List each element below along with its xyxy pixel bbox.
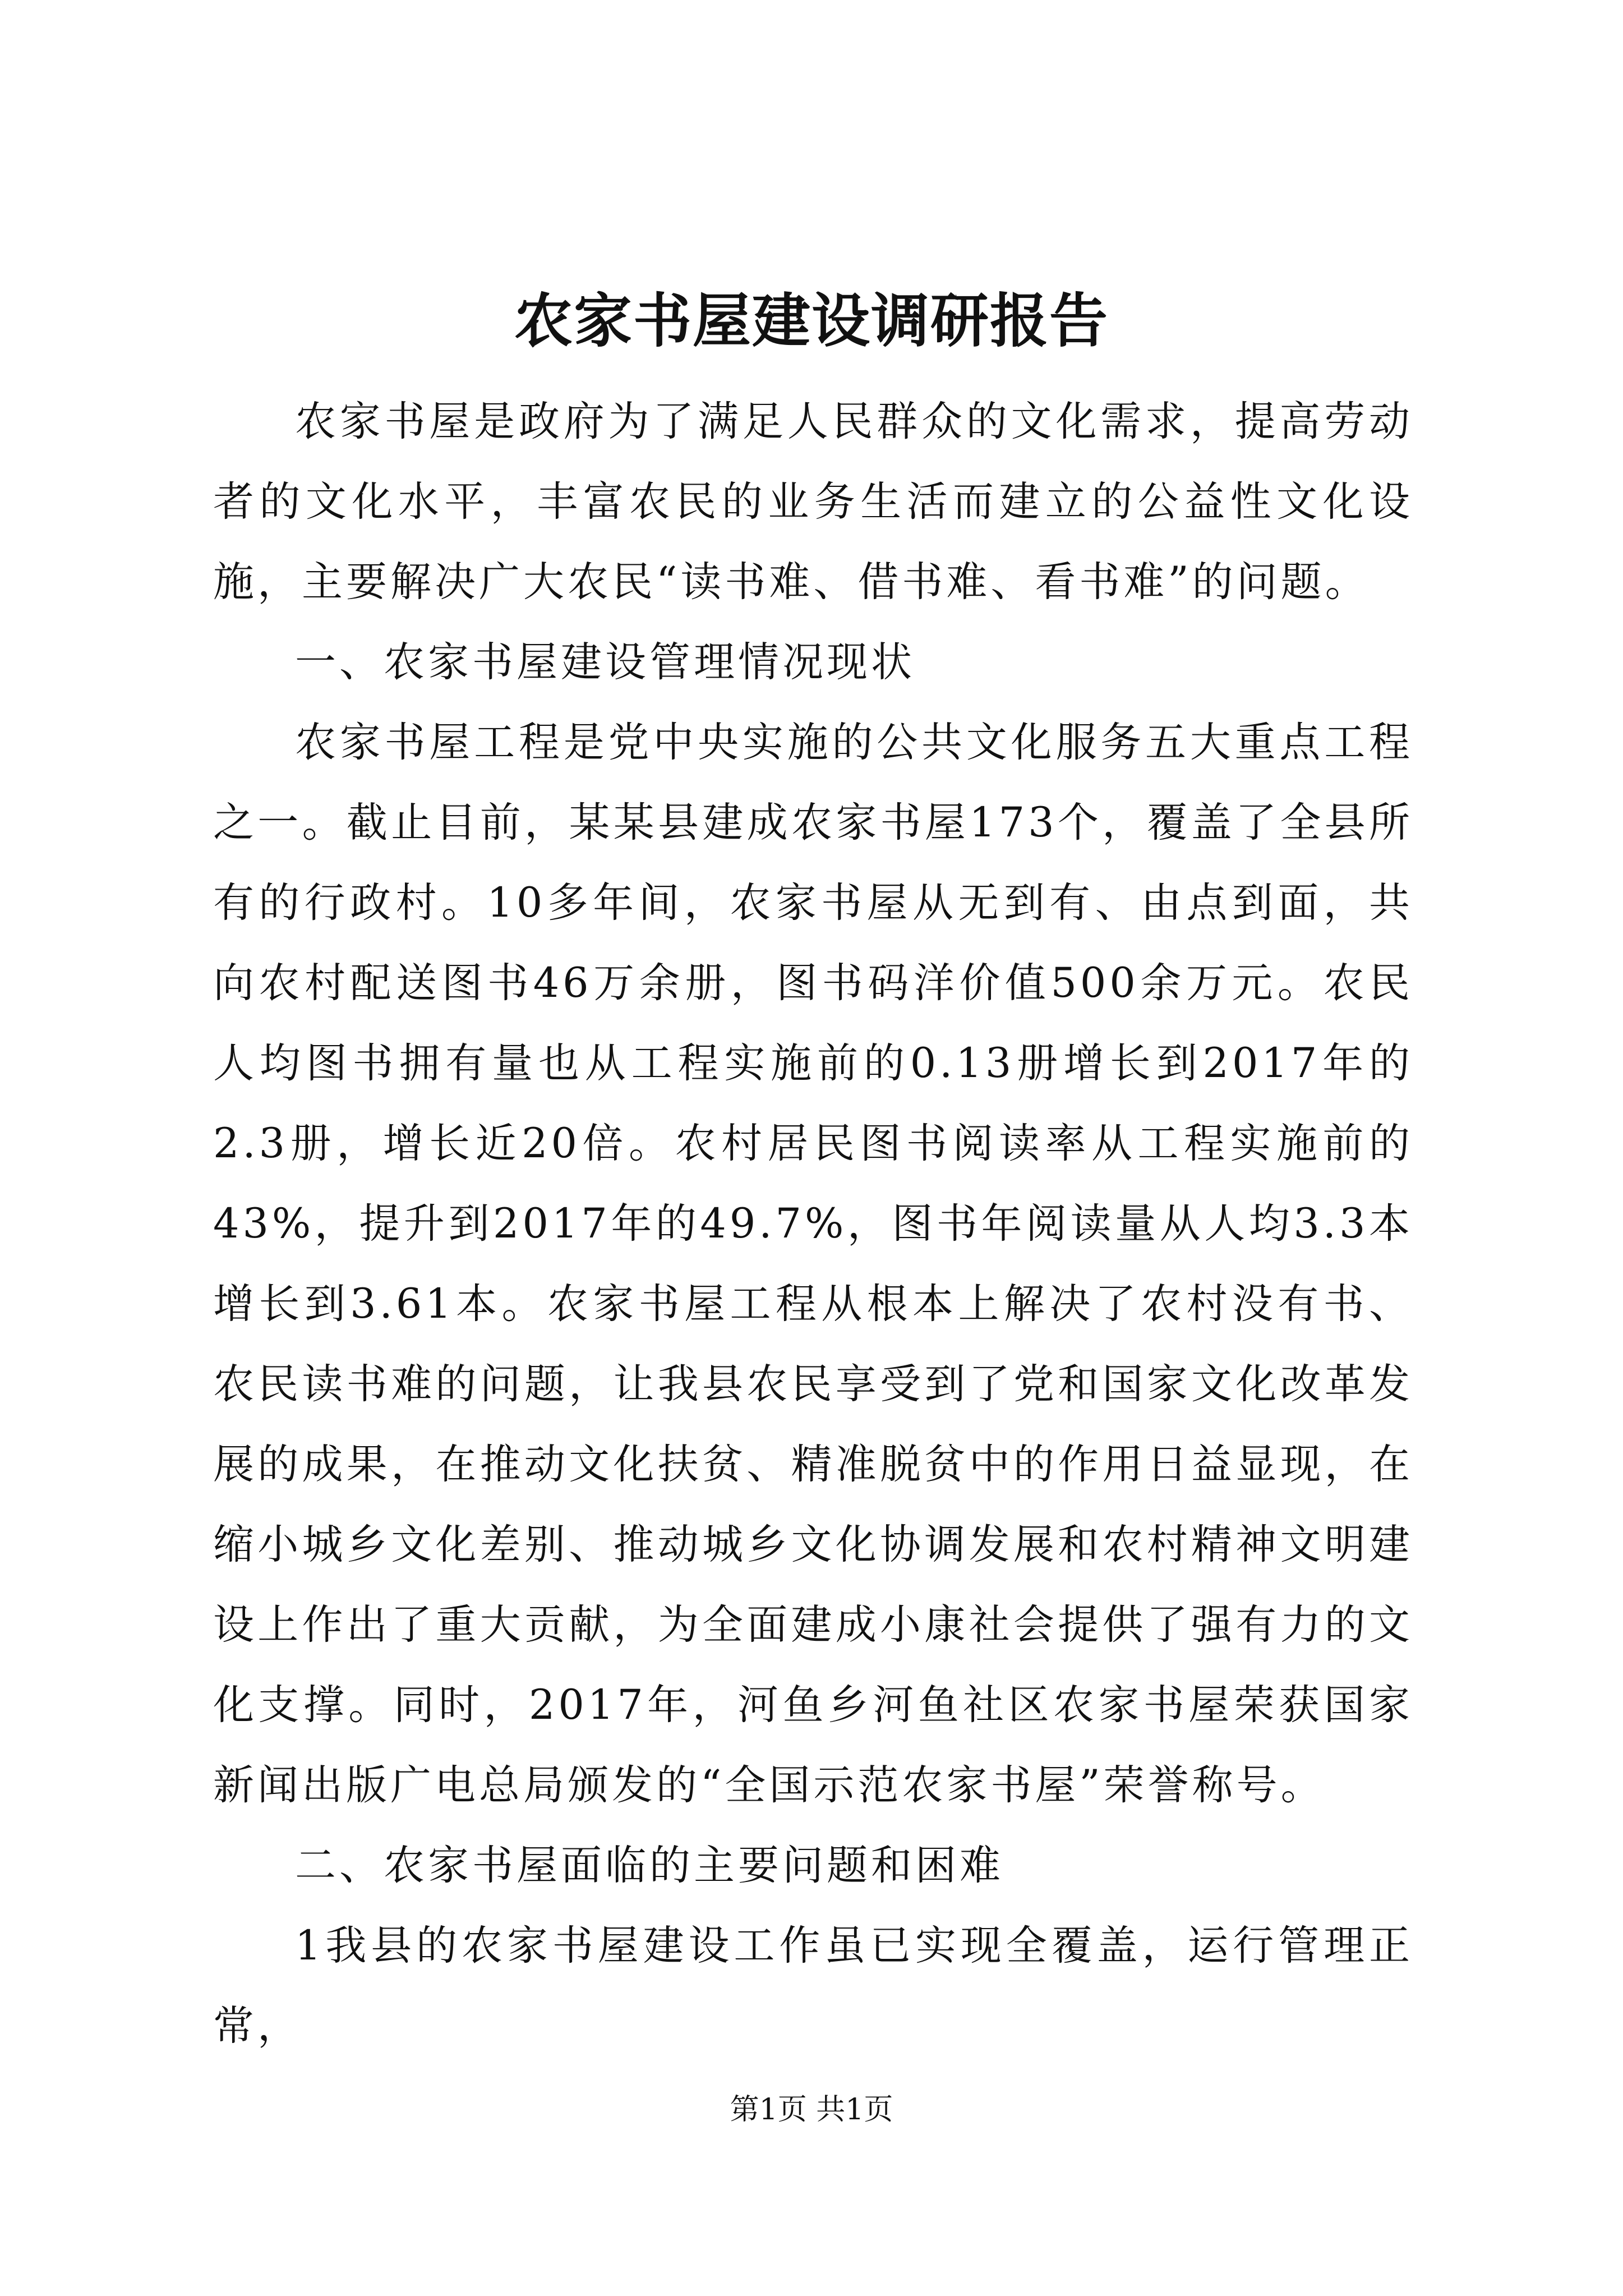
section-1-paragraph: 农家书屋工程是党中央实施的公共文化服务五大重点工程之一。截止目前，某某县建成农家书屋173个，覆盖了全县所有的行政村。10多年间，农家书屋从无到有、由点到面，共向农村配送图书46万余册，图书码洋价值500余万元。农民人均图书拥有量也从工程实施前的0.13册增长到2017年的2.3册，增长近20倍。农村居民图书阅读率从工程实施前的43%，提升到2017年的49.7%，图书年阅读量从人均3.3本增长到3.61本。农家书屋工程从根本上解决了农村没有书、农民读书难的问题，让我县农民享受到了党和国家文化改革发展的成果，在推动文化扶贫、精准脱贫中的作用日益显现，在缩小城乡文化差别、推动城乡文化协调发展和农村精神文明建设上作出了重大贡献，为全面建成小康社会提供了强有力的文化支撑。同时，2017年，河鱼乡河鱼社区农家书屋荣获国家新闻出版广电总局颁发的“全国示范农家书屋”荣誉称号。 — [213, 719, 1413, 1809]
intro-paragraph: 农家书屋是政府为了满足人民群众的文化需求，提高劳动者的文化水平，丰富农民的业务生活而建立的公益性文化设施，主要解决广大农民“读书难、借书难、看书难”的问题。 — [213, 398, 1413, 606]
section-heading-1: 一、农家书屋建设管理情况现状 — [295, 638, 915, 686]
document-title: 农家书屋建设调研报告 — [514, 286, 1109, 355]
section-heading-2: 二、农家书屋面临的主要问题和困难 — [295, 1842, 1004, 1889]
document-body — [213, 381, 1413, 2066]
page-footer: 第1页 共1页 — [730, 2093, 893, 2127]
section-2-paragraph: 1我县的农家书屋建设工作虽已实现全覆盖，运行管理正常， — [213, 1922, 1413, 2050]
